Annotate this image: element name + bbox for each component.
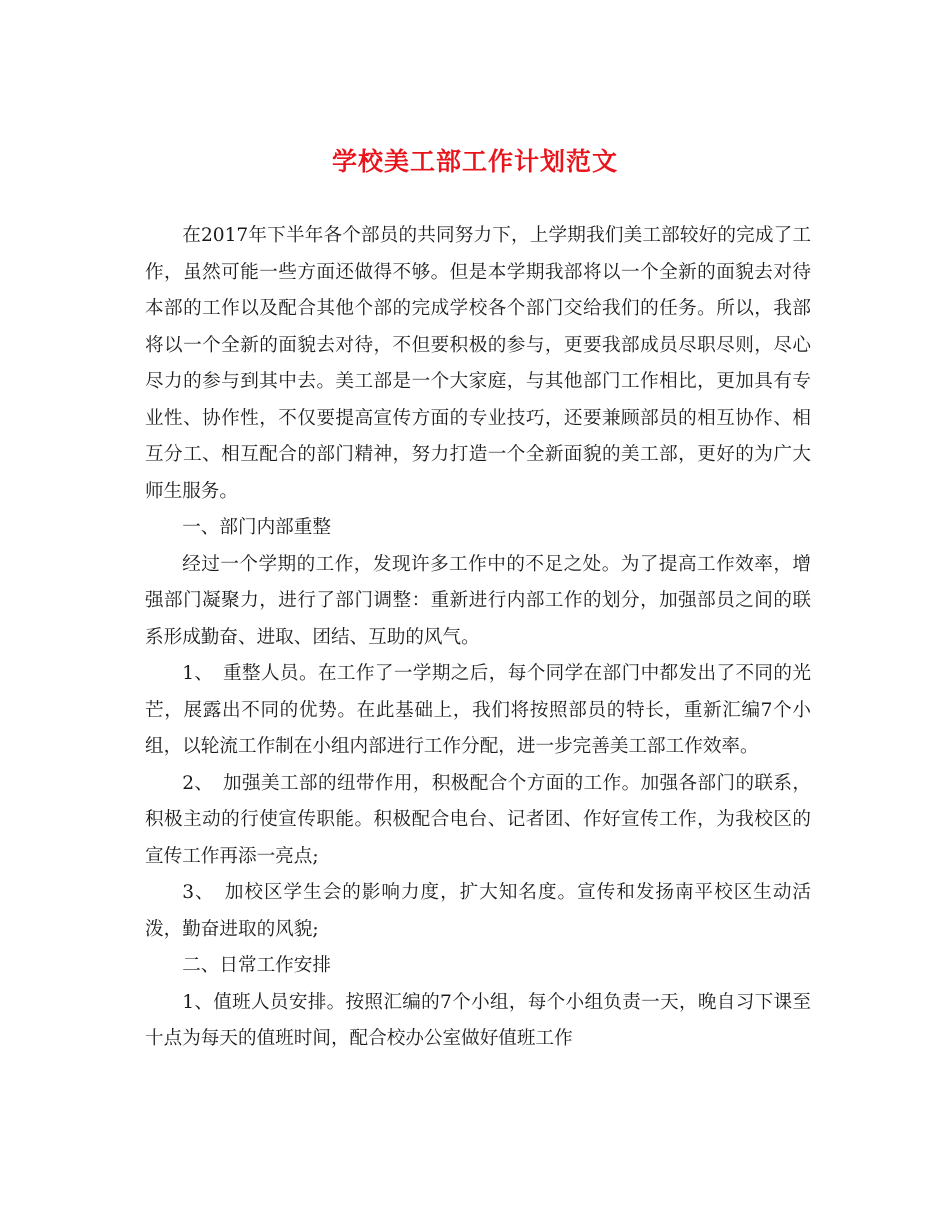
list-item-reorganize-staff: 1、 重整人员。在工作了一学期之后，每个同学在部门中都发出了不同的光芒，展露出不同的优势。在此基础上，我们将按照部员的特长，重新汇编7个小组，以轮流工作制在小组内部进行工作分配，进一步完善美工部工作效率。 <box>145 663 811 757</box>
paragraph-intro: 在2017年下半年各个部员的共同努力下，上学期我们美工部较好的完成了工作，虽然可能一些方面还做得不够。但是本学期我部将以一个全新的面貌去对待本部的工作以及配合其他个部的完成学校各个部门交给我们的任务。所以，我部将以一个全新的面貌去对待，不但要积极的参与，更要我部成员尽职尽则，尽心尽力的参与到其中去。美工部是一个大家庭，与其他部门工作相比，更加具有专业性、协作性，不仅要提高宣传方面的专业技巧，还要兼顾部员的相互协作、相互分工、相互配合的部门精神，努力打造一个全新面貌的美工部，更好的为广大师生服务。 <box>145 225 811 502</box>
list-item-strengthen-link-role: 2、 加强美工部的纽带作用，积极配合个方面的工作。加强各部门的联系，积极主动的行使宣传职能。积极配合电台、记者团、作好宣传工作，为我校区的宣传工作再添一亮点; <box>145 772 811 867</box>
list-item-expand-influence: 3、 加校区学生会的影响力度，扩大知名度。宣传和发扬南平校区生动活泼，勤奋进取的风貌; <box>145 882 811 940</box>
section-heading-internal-restructure: 一、部门内部重整 <box>182 517 331 538</box>
document-body <box>145 218 811 1058</box>
list-item-duty-schedule: 1、值班人员安排。按照汇编的7个小组，每个小组负责一天，晚自习下课至十点为每天的值班时间，配合校办公室做好值班工作 <box>145 991 811 1049</box>
section-heading-daily-work: 二、日常工作安排 <box>182 955 331 976</box>
paragraph-restructure-summary: 经过一个学期的工作，发现许多工作中的不足之处。为了提高工作效率，增强部门凝聚力，进行了部门调整：重新进行内部工作的划分，加强部员之间的联系形成勤奋、进取、团结、互助的风气。 <box>145 553 811 648</box>
document-title: 学校美工部工作计划范文 <box>331 147 618 176</box>
